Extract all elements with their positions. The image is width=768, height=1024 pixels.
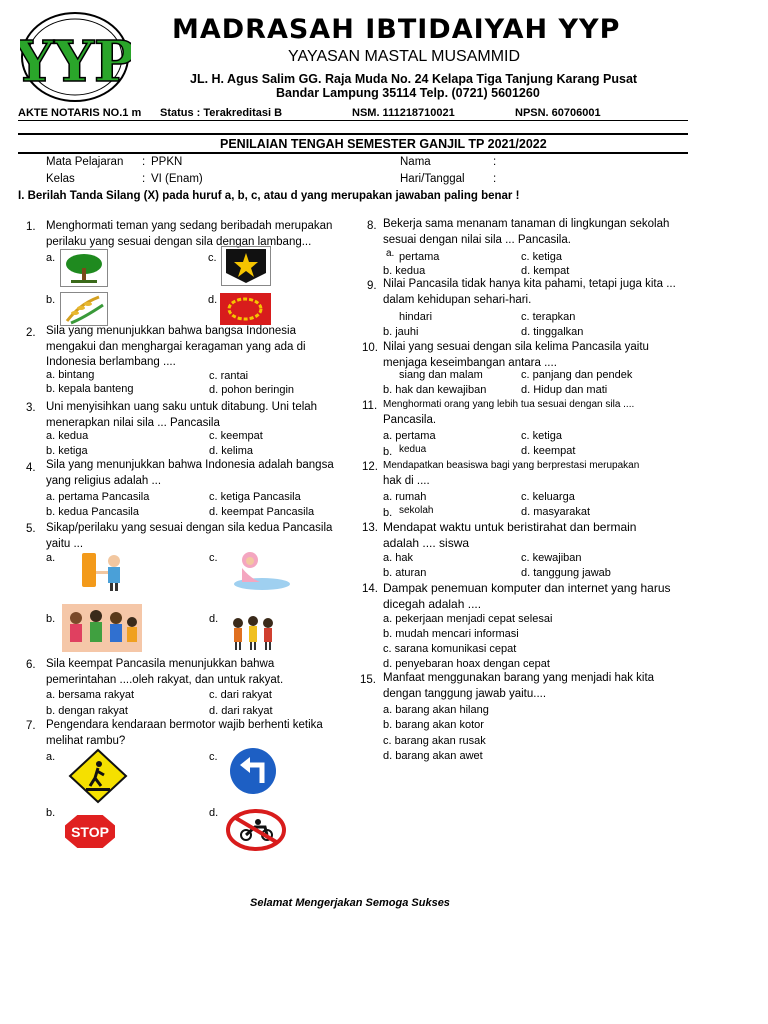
q12-option-b-letter: b. [383, 507, 393, 519]
footer-message: Selamat Mengerjakan Semoga Sukses [250, 897, 450, 909]
q8-option-c: c. ketiga [521, 251, 562, 263]
q2-option-c: c. rantai [209, 370, 249, 382]
q7-option-b: b. [46, 807, 56, 819]
q11-text-line1: Menghormati orang yang lebih tua sesuai dengan sila .... [383, 399, 635, 410]
q7-option-d: d. [209, 807, 219, 819]
q1-option-c: c. [208, 252, 217, 264]
title-top-rule [18, 133, 688, 135]
date-colon: : [493, 173, 497, 185]
q11-option-d: d. keempat [521, 445, 576, 457]
q8-option-a-letter: a. [386, 248, 395, 259]
q15-number: 15. [360, 674, 376, 686]
accreditation-status: Status : Terakreditasi B [160, 107, 283, 119]
q5-option-d: d. [209, 613, 219, 625]
school-city-phone: Bandar Lampung 35114 Telp. (0721) 5601260 [276, 86, 540, 100]
q8-number: 8. [367, 220, 377, 232]
q14-option-b: b. mudah mencari informasi [383, 628, 519, 640]
title-bottom-rule [18, 152, 688, 154]
q7-option-c: c. [209, 751, 218, 763]
akte-notaris: AKTE NOTARIS NO.1 m [18, 107, 142, 119]
subject-label: Mata Pelajaran [46, 156, 124, 168]
q5-option-b: b. [46, 613, 56, 625]
q11-text-line2: Pancasila. [383, 414, 437, 426]
q1-option-b: b. [46, 294, 56, 306]
q8-option-d: d. kempat [521, 265, 570, 277]
exam-title: PENILAIAN TENGAH SEMESTER GANJIL TP 2021/2022 [220, 137, 547, 151]
q8-option-a: pertama [399, 251, 440, 263]
q3-option-d: d. kelima [209, 445, 254, 457]
child-giving-gift-image [70, 549, 138, 595]
q8-text: Bekerja sama menanam tanaman di lingkungan sekolah sesuai dengan nilai sila ... Pancasila. [383, 218, 670, 246]
q10-option-d: d. Hidup dan mati [521, 384, 608, 396]
subject-value: PPKN [151, 156, 183, 168]
q2-text: Sila yang menunjukkan bahwa bangsa Indonesia mengakui dan menghargai keragaman yang ada di Indonesia berlambang .... [46, 325, 306, 368]
pedestrian-crossing-sign-icon [68, 748, 128, 804]
foundation-name: YAYASAN MASTAL MUSAMMID [288, 48, 521, 65]
chain-icon [220, 293, 271, 325]
q14-option-a: a. pekerjaan menjadi cepat selesai [383, 613, 553, 625]
q2-number: 2. [26, 327, 36, 339]
q13-option-c: c. kewajiban [521, 552, 582, 564]
q5-option-c: c. [209, 552, 218, 564]
q15-option-d: d. barang akan awet [383, 750, 483, 762]
q3-option-a: a. kedua [46, 430, 89, 442]
q15-text: Manfaat menggunakan barang yang menjadi hak kita dengan tanggung jawab yaitu.... [383, 672, 655, 700]
subject-colon: : [142, 156, 146, 168]
q15-option-a: a. barang akan hilang [383, 704, 489, 716]
q13-option-a: a. hak [383, 552, 413, 564]
girl-praying-image [232, 548, 292, 592]
school-logo [20, 11, 131, 104]
q12-option-c: c. keluarga [521, 491, 575, 503]
class-label: Kelas [46, 173, 75, 185]
q4-option-c: c. ketiga Pancasila [209, 491, 301, 503]
q13-number: 13. [362, 522, 378, 534]
q3-option-b: b. ketiga [46, 445, 88, 457]
q9-option-c: c. terapkan [521, 311, 576, 323]
q8-option-b: b. kedua [383, 265, 426, 277]
children-group-image [228, 611, 278, 653]
q4-number: 4. [26, 462, 36, 474]
turn-left-sign-icon [224, 747, 282, 795]
logo-text: YYP [20, 29, 131, 95]
q5-text: Sikap/perilaku yang sesuai dengan sila kedua Pancasila yaitu ... [46, 522, 333, 550]
q4-option-d: d. keempat Pancasila [209, 506, 315, 518]
q11-option-a: a. pertama [383, 430, 436, 442]
q1-option-a: a. [46, 252, 56, 264]
q11-number: 11. [362, 400, 378, 412]
q4-text: Sila yang menunjukkan bahwa Indonesia adalah bangsa yang religius adalah ... [46, 459, 334, 487]
padi-kapas-icon [60, 292, 108, 326]
q12-option-b: sekolah [399, 505, 434, 516]
q10-option-a: siang dan malam [399, 369, 483, 381]
q11-option-b-letter: b. [383, 446, 393, 458]
q10-option-c: c. panjang dan pendek [521, 369, 633, 381]
family-gathering-image [62, 604, 142, 652]
q4-option-a: a. pertama Pancasila [46, 491, 150, 503]
q9-option-d: d. tinggalkan [521, 326, 584, 338]
q11-option-c: c. ketiga [521, 430, 562, 442]
name-label: Nama [400, 156, 431, 168]
q4-option-b: b. kedua Pancasila [46, 506, 139, 518]
q14-number: 14. [362, 583, 378, 595]
school-address: JL. H. Agus Salim GG. Raja Muda No. 24 Kelapa Tiga Tanjung Karang Pusat [190, 72, 638, 86]
q6-option-c: c. dari rakyat [209, 689, 272, 701]
q1-option-d: d. [208, 294, 218, 306]
q14-option-d: d. penyebaran hoax dengan cepat [383, 658, 550, 670]
date-label: Hari/Tanggal [400, 173, 465, 185]
q1-text: Menghormati teman yang sedang beribadah merupakan perilaku yang sesuai dengan sila dengan lambang... [46, 220, 333, 248]
instruction: I. Berilah Tanda Silang (X) pada huruf a, b, c, atau d yang merupakan jawaban paling benar ! [18, 190, 520, 202]
q12-option-d: d. masyarakat [521, 506, 591, 518]
q10-number: 10. [362, 342, 378, 354]
q14-option-c: c. sarana komunikasi cepat [383, 643, 517, 655]
class-colon: : [142, 173, 146, 185]
q12-text-line1: Mendapatkan beasiswa bagi yang berprestasi merupakan [383, 460, 640, 471]
school-name: MADRASAH IBTIDAIYAH YYP [172, 14, 621, 45]
q14-text: Dampak penemuan komputer dan internet yang harus dicegah adalah .... [383, 581, 671, 611]
q13-text: Mendapat waktu untuk beristirahat dan bermain adalah .... siswa [383, 520, 637, 550]
class-value: VI (Enam) [151, 173, 203, 185]
beringin-tree-icon [60, 249, 108, 287]
stop-sign-icon [63, 813, 117, 850]
stop-sign-text: STOP [71, 824, 109, 840]
q15-option-b: b. barang akan kotor [383, 719, 484, 731]
q7-text: Pengendara kendaraan bermotor wajib berhenti ketika melihat rambu? [46, 719, 323, 747]
q7-number: 7. [26, 720, 36, 732]
q6-text: Sila keempat Pancasila menunjukkan bahwa pemerintahan ....oleh rakyat, dan untuk rakyat. [46, 658, 284, 686]
q12-option-a: a. rumah [383, 491, 427, 503]
q6-option-d: d. dari rakyat [209, 705, 273, 717]
q6-option-a: a. bersama rakyat [46, 689, 135, 701]
q10-text: Nilai yang sesuai dengan sila kelima Pancasila yaitu menjaga keseimbangan antara .... [383, 341, 649, 369]
q12-text-line2: hak di .... [383, 475, 430, 487]
q13-option-d: d. tanggung jawab [521, 567, 611, 579]
q2-option-b: b. kepala banteng [46, 383, 134, 395]
q9-number: 9. [367, 280, 377, 292]
q3-option-c: c. keempat [209, 430, 263, 442]
q3-text: Uni menyisihkan uang saku untuk ditabung. Uni telah menerapkan nilai sila ... Pancasila [46, 401, 318, 429]
nsm-number: NSM. 111218710021 [352, 107, 455, 119]
star-icon [221, 246, 271, 286]
q2-option-a: a. bintang [46, 369, 95, 381]
q5-number: 5. [26, 523, 36, 535]
q5-option-a: a. [46, 552, 56, 564]
q7-option-a: a. [46, 751, 56, 763]
q6-option-b: b. dengan rakyat [46, 705, 128, 717]
q9-text: Nilai Pancasila tidak hanya kita pahami, tetapi juga kita ... dalam kehidupan sehari-hari. [383, 278, 676, 306]
no-motorcycle-sign-icon [225, 809, 287, 852]
q12-number: 12. [362, 461, 378, 473]
q6-number: 6. [26, 659, 36, 671]
q3-number: 3. [26, 402, 36, 414]
q2-option-d: d. pohon beringin [209, 384, 295, 396]
q13-option-b: b. aturan [383, 567, 427, 579]
q9-option-b: b. jauhi [383, 326, 419, 338]
q11-option-b: kedua [399, 444, 427, 455]
name-colon: : [493, 156, 497, 168]
q9-option-a: hindari [399, 311, 433, 323]
q15-option-c: c. barang akan rusak [383, 735, 486, 747]
q1-number: 1. [26, 221, 36, 233]
q10-option-b: b. hak dan kewajiban [383, 384, 487, 396]
header-divider [18, 120, 688, 121]
npsn-number: NPSN. 60706001 [515, 107, 601, 119]
